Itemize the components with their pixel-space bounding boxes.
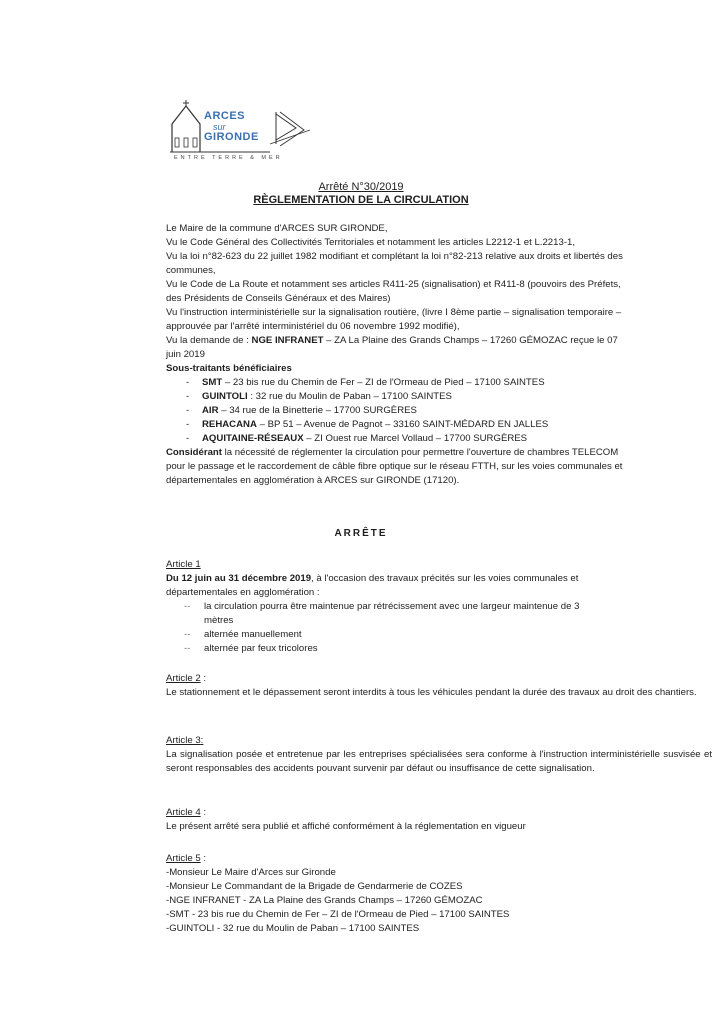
list-item: -Monsieur Le Maire d'Arces sur Gironde (166, 867, 336, 878)
company-name: REHACANA (202, 419, 257, 430)
request-company: NGE INFRANET (251, 335, 324, 346)
company-address: – BP 51 – Avenue de Pagnot – 33160 SAINT-MÉDARD EN JALLES (256, 419, 549, 430)
request-details: – ZA La Plaine des Grands Champs – 17260 GÉMOZAC reçue le 07 juin 2019 (166, 335, 618, 360)
list-item: -- la circulation pourra être maintenue par rétrécissement avec une largeur maintenue de 3 mètres (166, 600, 598, 628)
article-2 (166, 672, 712, 700)
arrete-heading: ARRÊTE (334, 528, 388, 539)
considerant-lead: Considérant (166, 447, 222, 458)
article-heading-line: Article 4 : (166, 807, 206, 818)
logo-text-sur: sur (213, 122, 226, 132)
list-item (166, 432, 626, 446)
company-address: – ZI Ouest rue Marcel Vollaud – 17700 SURGÈRES (303, 433, 528, 444)
article-heading: Article 2 (166, 673, 201, 684)
subcontractors-heading: Sous-traitants bénéficiaires (166, 363, 292, 374)
request-prefix: Vu la demande de : (166, 335, 252, 346)
list-item: -- alternée manuellement (166, 628, 598, 642)
preamble-line: Vu l'instruction interministérielle sur la signalisation routière, (livre I 8ème partie – signalisation temporaire – approuvée par l'arrêté interministériel du 06 novembre 1992 modifié), (166, 307, 622, 332)
article-heading-line: Article 2 : (166, 673, 206, 684)
preamble-line: Vu le Code Général des Collectivités Territoriales et notamment les articles L2212-1 et L.2213-1, (166, 237, 576, 248)
decree-subject: RÈGLEMENTATION DE LA CIRCULATION (253, 194, 469, 206)
list-item: -NGE INFRANET - ZA La Plaine des Grands Champs – 17260 GÉMOZAC (166, 895, 483, 906)
preamble-line: Vu le Code de La Route et notamment ses articles R411-25 (signalisation) et R411-8 (pouvoirs des Préfets, des Présidents de Conseils Généraux et des Maires) (166, 279, 621, 304)
company-address: : 32 rue du Moulin de Paban – 17100 SAINTES (247, 391, 452, 402)
logo-text-arces: ARCES (204, 110, 246, 122)
list-item (166, 418, 626, 432)
church-icon (170, 100, 330, 156)
company-name: SMT (202, 377, 223, 388)
article-3 (166, 734, 712, 776)
article-5 (166, 852, 712, 936)
list-item: -SMT - 23 bis rue du Chemin de Fer – ZI de l'Ormeau de Pied – 17100 SAINTES (166, 909, 510, 920)
article-text: Le présent arrêté sera publié et affiché conformément à la réglementation en vigueur (166, 821, 526, 832)
article-heading-line: Article 5 : (166, 853, 206, 864)
company-address: – 34 rue de la Binetterie – 17700 SURGÈRES (218, 405, 417, 416)
list-item: -- alternée par feux tricolores (166, 642, 598, 656)
list-item (166, 390, 626, 404)
list-item: -Monsieur Le Commandant de la Brigade de Gendarmerie de COZES (166, 881, 463, 892)
article-dates: Du 12 juin au 31 décembre 2019 (166, 573, 312, 584)
company-name: AQUITAINE-RÉSEAUX (202, 433, 304, 444)
considerant-paragraph (166, 446, 626, 488)
article-intro: , à l'occasion des travaux précités sur les voies communales et départementales en agglomération : (166, 573, 579, 598)
list-item: -GUINTOLI - 32 rue du Moulin de Paban – 17100 SAINTES (166, 923, 420, 934)
arces-logo (170, 100, 330, 166)
preamble-block (166, 222, 626, 488)
request-line (166, 334, 626, 362)
article-1-list (166, 600, 598, 656)
logo-tagline: ENTRE TERRE & MER (174, 155, 283, 161)
article-text: La signalisation posée et entretenue par les entreprises spécialisées sera conforme à l'instruction interministérielle susvisée et seront responsables des accidents pouvant survenir par défaut ou insuffisance de cette signalisation. (166, 749, 712, 774)
article-heading: Article 4 (166, 807, 201, 818)
list-item (166, 404, 626, 418)
list-item (166, 376, 626, 390)
subcontractors-list (166, 376, 626, 446)
preamble-line: Vu la loi n°82-623 du 22 juillet 1982 modifiant et complétant la loi n°82-213 relative aux droits et libertés des communes, (166, 251, 623, 276)
considerant-text: la nécessité de réglementer la circulation pour permettre l'ouverture de chambres TELECOM pour le passage et le raccordement de câble fibre optique sur le réseau FTTH, sur les voies communales et départementales en agglomération à ARCES sur GIRONDE (17120). (166, 447, 623, 486)
article-4 (166, 806, 712, 834)
company-name: GUINTOLI (202, 391, 248, 402)
article-text (166, 572, 598, 600)
preamble-line: Le Maire de la commune d'ARCES SUR GIRONDE, (166, 223, 388, 234)
article-heading-line: Article 3: (166, 735, 204, 746)
article-heading: Article 1 (166, 559, 201, 570)
article-text: Le stationnement et le dépassement seront interdits à tous les véhicules pendant la durée des travaux au droit des chantiers. (166, 687, 697, 698)
company-name: AIR (202, 405, 219, 416)
decree-number: Arrêté N°30/2019 (318, 181, 404, 193)
company-address: – 23 bis rue du Chemin de Fer – ZI de l'Ormeau de Pied – 17100 SAINTES (222, 377, 545, 388)
article-heading: Article 3 (166, 735, 201, 746)
logo-text-gironde: GIRONDE (204, 131, 259, 143)
article-heading: Article 5 (166, 853, 201, 864)
article-1 (166, 558, 712, 656)
